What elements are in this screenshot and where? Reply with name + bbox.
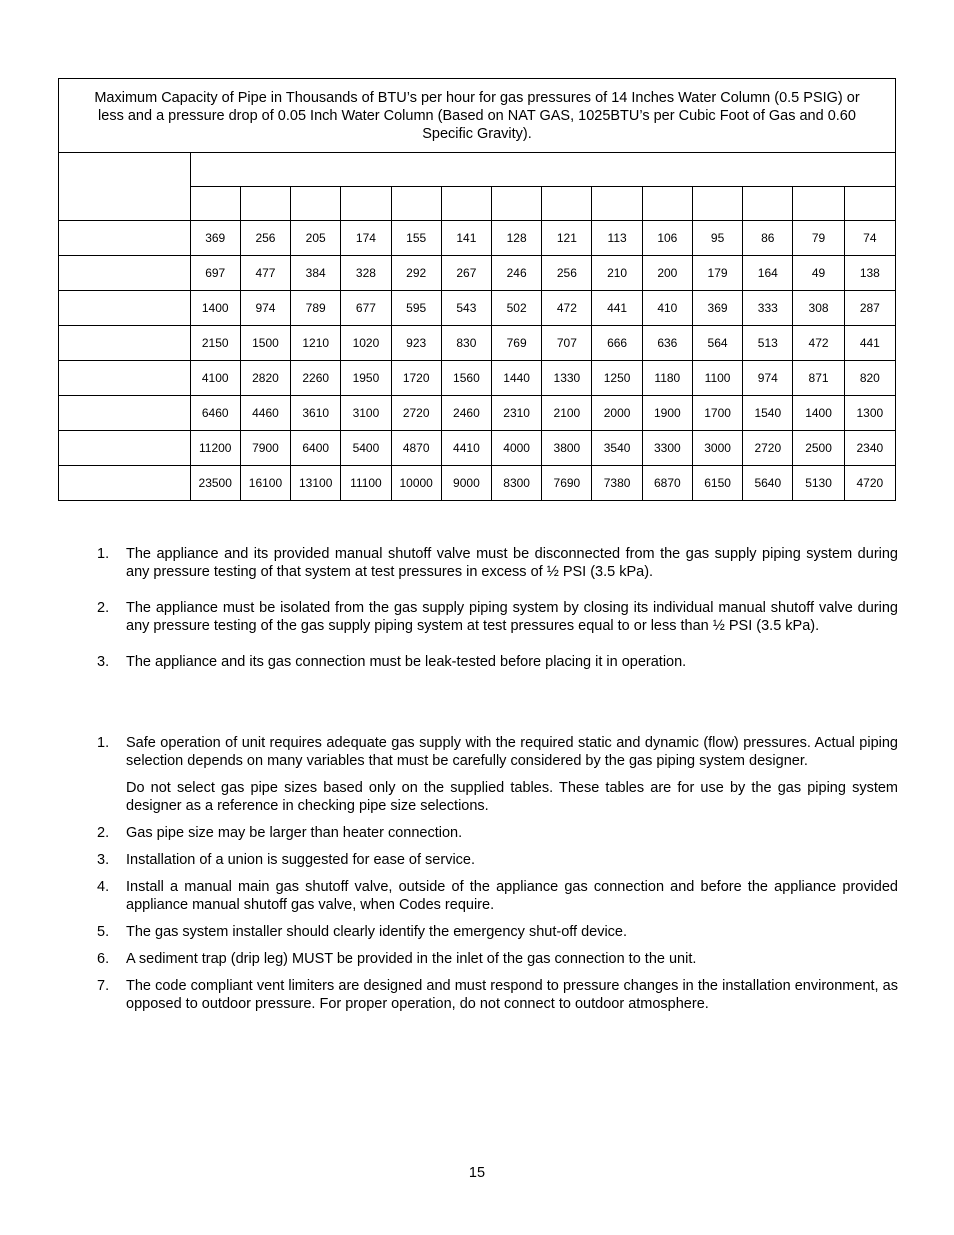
capacity-cell: 49 bbox=[793, 256, 844, 291]
table-row bbox=[59, 466, 896, 501]
list-item-number: 3. bbox=[97, 654, 110, 670]
table-header-cell bbox=[341, 187, 391, 221]
capacity-cell: 6870 bbox=[642, 466, 692, 501]
capacity-cell: 2460 bbox=[441, 396, 491, 431]
capacity-cell: 205 bbox=[291, 221, 341, 256]
list-item-number: 1. bbox=[97, 546, 110, 562]
capacity-cell: 1400 bbox=[190, 291, 240, 326]
capacity-cell: 11200 bbox=[190, 431, 240, 466]
table-header-cell bbox=[190, 187, 240, 221]
list-item-number: 3. bbox=[97, 852, 110, 868]
list-item bbox=[97, 599, 898, 635]
capacity-cell: 2100 bbox=[542, 396, 592, 431]
table-header-cell bbox=[642, 187, 692, 221]
capacity-cell: 8300 bbox=[492, 466, 542, 501]
capacity-cell: 769 bbox=[492, 326, 542, 361]
capacity-cell: 141 bbox=[441, 221, 491, 256]
capacity-cell: 3100 bbox=[341, 396, 391, 431]
table-header-cell bbox=[492, 187, 542, 221]
capacity-cell: 308 bbox=[793, 291, 844, 326]
capacity-cell: 2720 bbox=[743, 431, 793, 466]
capacity-cell: 5130 bbox=[793, 466, 844, 501]
list-item-number: 2. bbox=[97, 825, 110, 841]
capacity-cell: 2720 bbox=[391, 396, 441, 431]
list-item-text: Installation of a union is suggested for ease of service. bbox=[126, 852, 476, 868]
capacity-cell: 287 bbox=[844, 291, 895, 326]
capacity-cell: 2500 bbox=[793, 431, 844, 466]
capacity-cell: 707 bbox=[542, 326, 592, 361]
capacity-cell: 369 bbox=[692, 291, 742, 326]
capacity-cell: 2150 bbox=[190, 326, 240, 361]
table-header-cell bbox=[793, 187, 844, 221]
list-item-number: 2. bbox=[97, 600, 110, 616]
list-item bbox=[97, 734, 898, 815]
capacity-cell: 1540 bbox=[743, 396, 793, 431]
capacity-cell: 155 bbox=[391, 221, 441, 256]
capacity-cell: 2260 bbox=[291, 361, 341, 396]
list-item-text: Do not select gas pipe sizes based only on the supplied tables. These tables are for use by the gas piping system designer as a reference in checking pipe size selections. bbox=[126, 780, 898, 814]
table-row bbox=[59, 221, 896, 256]
capacity-cell: 292 bbox=[391, 256, 441, 291]
capacity-cell: 830 bbox=[441, 326, 491, 361]
capacity-cell: 128 bbox=[492, 221, 542, 256]
pressure-testing-notes bbox=[97, 545, 898, 671]
capacity-cell: 1500 bbox=[240, 326, 290, 361]
capacity-cell: 472 bbox=[542, 291, 592, 326]
list-item bbox=[97, 545, 898, 581]
capacity-cell: 677 bbox=[341, 291, 391, 326]
capacity-cell: 871 bbox=[793, 361, 844, 396]
list-item-text: The code compliant vent limiters are designed and must respond to pressure changes in the installation environment, as opposed to outdoor pressure. For proper operation, do not connect to outdoor atmosphere. bbox=[126, 978, 898, 1012]
capacity-cell: 121 bbox=[542, 221, 592, 256]
capacity-cell: 4720 bbox=[844, 466, 895, 501]
list-item bbox=[97, 977, 898, 1013]
capacity-cell: 11100 bbox=[341, 466, 391, 501]
capacity-cell: 789 bbox=[291, 291, 341, 326]
installation-notes bbox=[97, 734, 898, 1013]
row-label-cell bbox=[59, 326, 191, 361]
capacity-cell: 3610 bbox=[291, 396, 341, 431]
capacity-cell: 113 bbox=[592, 221, 642, 256]
capacity-cell: 1100 bbox=[692, 361, 742, 396]
list-item-text: The appliance and its provided manual shutoff valve must be disconnected from the gas supply piping system during any pressure testing of that system at test pressures in excess of ½ PSI (3.5 kPa). bbox=[126, 546, 898, 580]
capacity-cell: 267 bbox=[441, 256, 491, 291]
table-header-cell bbox=[391, 187, 441, 221]
capacity-cell: 6150 bbox=[692, 466, 742, 501]
list-item bbox=[97, 824, 898, 842]
capacity-cell: 4000 bbox=[492, 431, 542, 466]
table-header-cell bbox=[844, 187, 895, 221]
capacity-cell: 2000 bbox=[592, 396, 642, 431]
capacity-cell: 6400 bbox=[291, 431, 341, 466]
capacity-cell: 5400 bbox=[341, 431, 391, 466]
capacity-cell: 16100 bbox=[240, 466, 290, 501]
row-label-cell bbox=[59, 221, 191, 256]
capacity-cell: 9000 bbox=[441, 466, 491, 501]
capacity-cell: 1180 bbox=[642, 361, 692, 396]
table-row bbox=[59, 291, 896, 326]
capacity-cell: 1700 bbox=[692, 396, 742, 431]
row-label-cell bbox=[59, 466, 191, 501]
capacity-cell: 7690 bbox=[542, 466, 592, 501]
table-row bbox=[59, 326, 896, 361]
capacity-cell: 1210 bbox=[291, 326, 341, 361]
list-item bbox=[97, 851, 898, 869]
table-header-cell bbox=[592, 187, 642, 221]
capacity-cell: 7380 bbox=[592, 466, 642, 501]
capacity-cell: 4410 bbox=[441, 431, 491, 466]
table-row bbox=[59, 361, 896, 396]
capacity-cell: 441 bbox=[592, 291, 642, 326]
capacity-cell: 1950 bbox=[341, 361, 391, 396]
capacity-cell: 666 bbox=[592, 326, 642, 361]
capacity-cell: 256 bbox=[542, 256, 592, 291]
capacity-cell: 200 bbox=[642, 256, 692, 291]
page-number: 15 bbox=[468, 1165, 486, 1181]
capacity-cell: 441 bbox=[844, 326, 895, 361]
capacity-cell: 384 bbox=[291, 256, 341, 291]
table-subheader-cell bbox=[190, 153, 895, 187]
list-item-text: The appliance and its gas connection must be leak-tested before placing it in operation. bbox=[126, 654, 687, 670]
capacity-cell: 74 bbox=[844, 221, 895, 256]
list-item-number: 6. bbox=[97, 951, 110, 967]
capacity-cell: 2310 bbox=[492, 396, 542, 431]
capacity-cell: 820 bbox=[844, 361, 895, 396]
capacity-cell: 106 bbox=[642, 221, 692, 256]
list-item-number: 5. bbox=[97, 924, 110, 940]
capacity-cell: 246 bbox=[492, 256, 542, 291]
table-header-cell bbox=[240, 187, 290, 221]
list-item-text: Safe operation of unit requires adequate gas supply with the required static and dynamic (flow) pressures. Actual piping selection depends on many variables that must be carefully considered by the gas piping system designer. bbox=[126, 735, 898, 769]
list-item-number: 1. bbox=[97, 735, 110, 751]
row-label-cell bbox=[59, 291, 191, 326]
table-header-cell bbox=[743, 187, 793, 221]
table-row bbox=[59, 396, 896, 431]
capacity-cell: 3800 bbox=[542, 431, 592, 466]
capacity-cell: 5640 bbox=[743, 466, 793, 501]
table-header-cell bbox=[692, 187, 742, 221]
capacity-cell: 3000 bbox=[692, 431, 742, 466]
capacity-cell: 636 bbox=[642, 326, 692, 361]
capacity-cell: 1560 bbox=[441, 361, 491, 396]
row-label-cell bbox=[59, 361, 191, 396]
capacity-cell: 4100 bbox=[190, 361, 240, 396]
capacity-cell: 974 bbox=[743, 361, 793, 396]
row-label-cell bbox=[59, 256, 191, 291]
table-header-cell bbox=[441, 187, 491, 221]
capacity-cell: 210 bbox=[592, 256, 642, 291]
capacity-cell: 1400 bbox=[793, 396, 844, 431]
list-item bbox=[97, 923, 898, 941]
capacity-cell: 472 bbox=[793, 326, 844, 361]
capacity-cell: 595 bbox=[391, 291, 441, 326]
capacity-cell: 7900 bbox=[240, 431, 290, 466]
list-item-text: The gas system installer should clearly identify the emergency shut-off device. bbox=[126, 924, 628, 940]
list-item bbox=[97, 950, 898, 968]
capacity-cell: 86 bbox=[743, 221, 793, 256]
capacity-cell: 6460 bbox=[190, 396, 240, 431]
list-item-text: A sediment trap (drip leg) MUST be provided in the inlet of the gas connection to the unit. bbox=[126, 951, 697, 967]
capacity-cell: 1020 bbox=[341, 326, 391, 361]
row-label-cell bbox=[59, 431, 191, 466]
list-item-text: Install a manual main gas shutoff valve, outside of the appliance gas connection and before the appliance provided appliance manual shutoff gas valve, when Codes require. bbox=[126, 879, 898, 913]
capacity-cell: 4460 bbox=[240, 396, 290, 431]
capacity-cell: 3540 bbox=[592, 431, 642, 466]
capacity-cell: 502 bbox=[492, 291, 542, 326]
capacity-cell: 95 bbox=[692, 221, 742, 256]
row-label-cell bbox=[59, 396, 191, 431]
capacity-cell: 164 bbox=[743, 256, 793, 291]
capacity-cell: 564 bbox=[692, 326, 742, 361]
pipe-capacity-table bbox=[58, 78, 896, 501]
capacity-cell: 1900 bbox=[642, 396, 692, 431]
table-row bbox=[59, 256, 896, 291]
capacity-cell: 543 bbox=[441, 291, 491, 326]
capacity-cell: 4870 bbox=[391, 431, 441, 466]
capacity-cell: 2340 bbox=[844, 431, 895, 466]
table-header-cell bbox=[291, 187, 341, 221]
table-corner-cell bbox=[59, 153, 191, 221]
list-item-text: Gas pipe size may be larger than heater connection. bbox=[126, 825, 463, 841]
capacity-cell: 923 bbox=[391, 326, 441, 361]
capacity-cell: 477 bbox=[240, 256, 290, 291]
capacity-cell: 1440 bbox=[492, 361, 542, 396]
capacity-cell: 410 bbox=[642, 291, 692, 326]
capacity-cell: 333 bbox=[743, 291, 793, 326]
capacity-cell: 3300 bbox=[642, 431, 692, 466]
list-item-number: 7. bbox=[97, 978, 110, 994]
capacity-cell: 23500 bbox=[190, 466, 240, 501]
capacity-cell: 1330 bbox=[542, 361, 592, 396]
capacity-cell: 256 bbox=[240, 221, 290, 256]
capacity-cell: 179 bbox=[692, 256, 742, 291]
capacity-cell: 328 bbox=[341, 256, 391, 291]
capacity-cell: 697 bbox=[190, 256, 240, 291]
table-header-cell bbox=[542, 187, 592, 221]
capacity-cell: 369 bbox=[190, 221, 240, 256]
capacity-cell: 974 bbox=[240, 291, 290, 326]
capacity-cell: 10000 bbox=[391, 466, 441, 501]
capacity-cell: 513 bbox=[743, 326, 793, 361]
table-caption: Maximum Capacity of Pipe in Thousands of BTU’s per hour for gas pressures of 14 Inches Water Column (0.5 PSIG) or less and a pressure drop of 0.05 Inch Water Column (Based on NAT GAS, 1025BTU’s per Cubic Foot of Gas and 0.60 Specific Gravity). bbox=[59, 79, 896, 153]
capacity-cell: 138 bbox=[844, 256, 895, 291]
capacity-cell: 13100 bbox=[291, 466, 341, 501]
capacity-cell: 1250 bbox=[592, 361, 642, 396]
capacity-cell: 1300 bbox=[844, 396, 895, 431]
capacity-cell: 1720 bbox=[391, 361, 441, 396]
list-item-text: The appliance must be isolated from the gas supply piping system by closing its individual manual shutoff valve during any pressure testing of the gas supply piping system at test pressures equal to or less than ½ PSI (3.5 kPa). bbox=[126, 600, 898, 634]
list-item-number: 4. bbox=[97, 879, 110, 895]
list-item bbox=[97, 878, 898, 914]
table-row bbox=[59, 431, 896, 466]
capacity-cell: 2820 bbox=[240, 361, 290, 396]
capacity-cell: 79 bbox=[793, 221, 844, 256]
list-item bbox=[97, 653, 898, 671]
capacity-cell: 174 bbox=[341, 221, 391, 256]
